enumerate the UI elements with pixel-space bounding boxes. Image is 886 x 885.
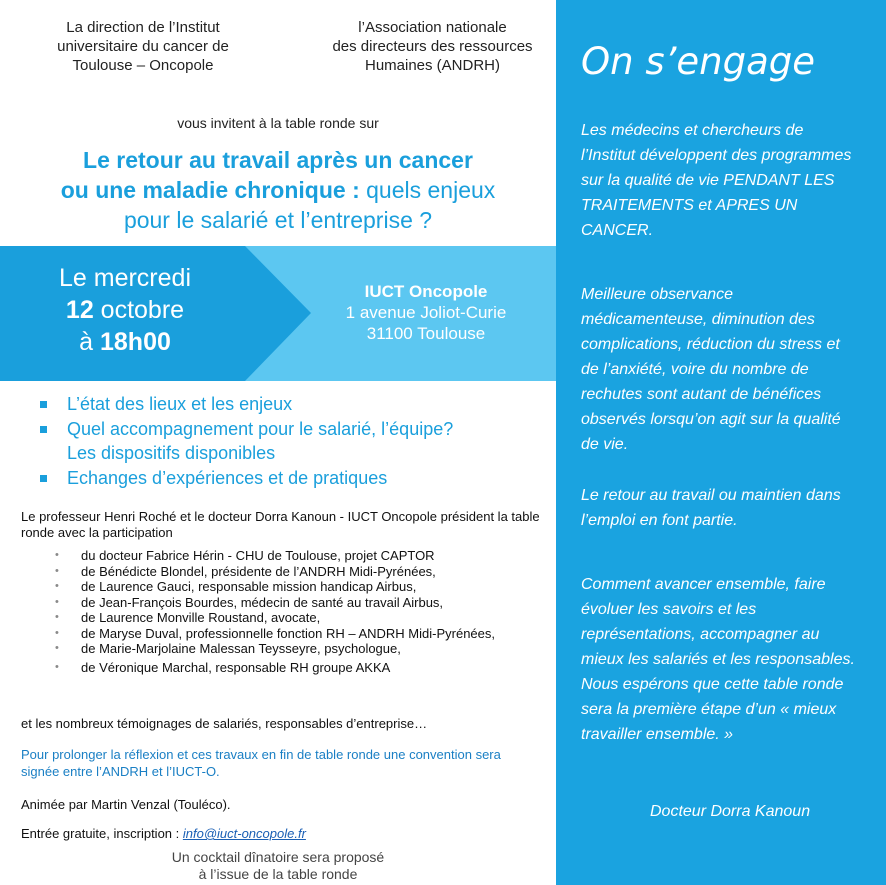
registration-email-link[interactable]: info@iuct-oncopole.fr: [182, 826, 306, 841]
topics-list: [40, 392, 540, 491]
participant-item: • de Bénédicte Blondel, présidente de l’ANDRH Midi-Pyrénées,: [52, 564, 542, 580]
date-number: 12: [65, 296, 94, 324]
chairs-intro: Le professeur Henri Roché et le docteur Dorra Kanoun - IUCT Oncopole président la table ronde avec la participation: [21, 509, 540, 540]
cocktail-line: Un cocktail dînatoire sera proposé: [171, 849, 385, 865]
invite-text: vous invitent à la table ronde sur: [177, 115, 379, 131]
date-month: octobre: [93, 296, 185, 324]
participant-item: • du docteur Fabrice Hérin - CHU de Toulouse, projet CAPTOR: [52, 548, 542, 564]
entry-line: [21, 826, 541, 842]
panel-paragraph-4: Comment avancer ensemble, faire évoluer les savoirs et les représentations, accompagner au mieux les salariés et les responsables. Nous espérons que cette table ronde sera la première étape d’un « mieux travailler ensemble. »: [581, 576, 855, 743]
panel-paragraph-2: Meilleure observance médicamenteuse, diminution des complications, réduction du stress et de l’anxiété, voire du nombre de rechutes sont autant de bénéfices observés lorsqu’on agit sur la qualité de vie.: [581, 286, 841, 453]
host-left-line: universitaire du cancer de: [57, 38, 229, 55]
participant-item: • de Véronique Marchal, responsable RH groupe AKKA: [52, 660, 542, 676]
venue-address-1: 1 avenue Joliot-Curie: [345, 303, 507, 322]
convention-text: Pour prolonger la réflexion et ces travaux en fin de table ronde une convention sera signée entre l’ANDRH et l’IUCT-O.: [21, 747, 501, 779]
title-line-1: Le retour au travail après un cancer: [83, 147, 473, 173]
participant-item: • de Laurence Monville Roustand, avocate,: [52, 610, 542, 626]
event-date: [20, 262, 230, 358]
cocktail-line: à l’issue de la table ronde: [198, 866, 358, 882]
topic-item: Echanges d’expériences et de pratiques: [40, 466, 540, 490]
venue-address-2: 31100 Toulouse: [366, 324, 486, 343]
panel-paragraph-1: Les médecins et chercheurs de l’Institut développent des programmes sur la qualité de vie PENDANT LES TRAITEMENTS et APRES UN CANCER.: [581, 122, 852, 239]
host-left: [28, 18, 258, 75]
participant-item: • de Maryse Duval, professionnelle fonction RH – ANDRH Midi-Pyrénées,: [52, 626, 521, 642]
venue-name: IUCT Oncopole: [364, 282, 488, 301]
host-right-line: Humaines (ANDRH): [364, 57, 501, 74]
panel-paragraph-3: Le retour au travail ou maintien dans l’emploi en font partie.: [581, 487, 841, 529]
topic-item: L’état des lieux et les enjeux: [40, 392, 540, 416]
panel-heading: On s’engage: [581, 40, 815, 83]
entry-label: Entrée gratuite, inscription :: [21, 826, 183, 841]
host-right: [300, 18, 565, 75]
cocktail-note: [0, 849, 556, 883]
participant-item: • de Marie-Marjolaine Malessan Teysseyre, psychologue,: [52, 641, 542, 657]
panel-signature: Docteur Dorra Kanoun: [650, 803, 811, 820]
host-right-line: l’Association nationale: [358, 19, 507, 36]
title-line-2-bold: ou une maladie chronique :: [60, 177, 360, 203]
title-line-2-rest: quels enjeux: [359, 177, 496, 203]
participant-item: • de Laurence Gauci, responsable mission handicap Airbus,: [52, 579, 542, 595]
topic-item: Quel accompagnement pour le salarié, l’équipe? Les dispositifs disponibles: [40, 417, 467, 465]
event-title: [0, 145, 556, 235]
host-left-line: Toulouse – Oncopole: [72, 57, 214, 74]
participants-list: [52, 548, 542, 675]
date-day: Le mercredi: [59, 264, 191, 292]
host-line: Animée par Martin Venzal (Touléco).: [21, 797, 231, 812]
host-left-line: La direction de l’Institut: [66, 19, 220, 36]
time-prefix: à: [79, 328, 100, 356]
participant-item: • de Jean-François Bourdes, médecin de santé au travail Airbus,: [52, 595, 542, 611]
title-line-3: pour le salarié et l’entreprise ?: [123, 207, 433, 233]
host-right-line: des directeurs des ressources: [332, 38, 533, 55]
event-venue: [300, 281, 552, 344]
event-time: 18h00: [99, 328, 171, 356]
testimonies-text: et les nombreux témoignages de salariés, responsables d’entreprise…: [21, 716, 428, 731]
